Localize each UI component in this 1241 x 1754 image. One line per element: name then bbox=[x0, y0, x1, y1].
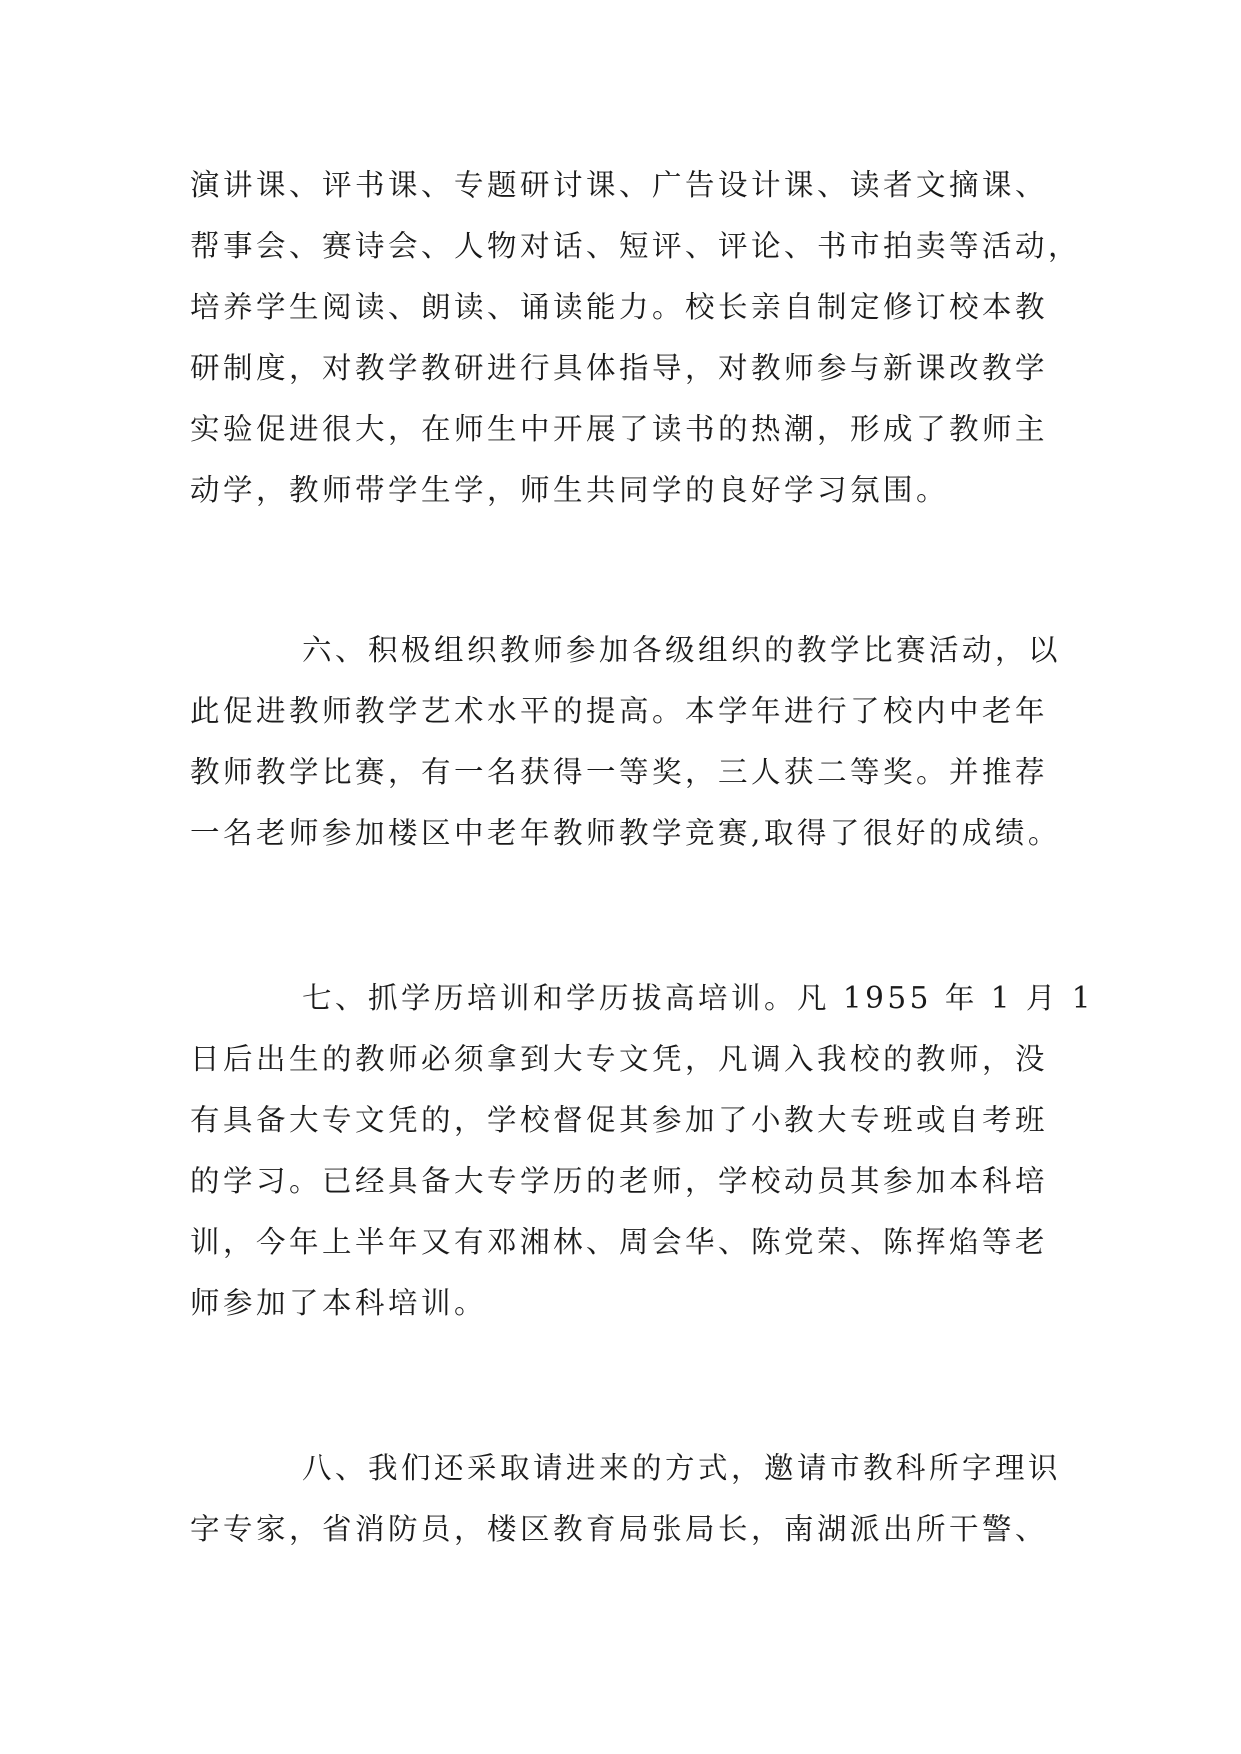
paragraph-continued bbox=[190, 155, 1082, 521]
text-line: 动学，教师带学生学，师生共同学的良好学习氛围。 bbox=[190, 473, 950, 507]
text-line: 研制度，对教学教研进行具体指导，对教师参与新课改教学 bbox=[190, 351, 1049, 385]
text-line: 日后出生的教师必须拿到大专文凭，凡调入我校的教师，没 bbox=[190, 1042, 1049, 1076]
text-line: 此促进教师教学艺术水平的提高。本学年进行了校内中老年 bbox=[190, 694, 1049, 728]
text-line: 七、抓学历培训和学历拔高培训。凡 1955 年 1 月 1 bbox=[302, 981, 1094, 1015]
text-line: 训，今年上半年又有邓湘林、周会华、陈党荣、陈挥焰等老 bbox=[190, 1225, 1049, 1259]
paragraph-section-eight bbox=[190, 1438, 1070, 1560]
text-line: 有具备大专文凭的，学校督促其参加了小教大专班或自考班 bbox=[190, 1103, 1049, 1137]
text-line: 的学习。已经具备大专学历的老师，学校动员其参加本科培 bbox=[190, 1164, 1049, 1198]
text-line: 演讲课、评书课、专题研讨课、广告设计课、读者文摘课、 bbox=[190, 168, 1049, 202]
text-line: 六、积极组织教师参加各级组织的教学比赛活动，以 bbox=[302, 633, 1062, 667]
text-line: 字专家，省消防员，楼区教育局张局长，南湖派出所干警、 bbox=[190, 1512, 1049, 1546]
text-line: 一名老师参加楼区中老年教师教学竞赛,取得了很好的成绩。 bbox=[190, 816, 1061, 850]
paragraph-section-six bbox=[190, 620, 1070, 864]
text-line: 帮事会、赛诗会、人物对话、短评、评论、书市拍卖等活动， bbox=[190, 229, 1082, 263]
text-line: 教师教学比赛，有一名获得一等奖，三人获二等奖。并推荐 bbox=[190, 755, 1049, 789]
text-line: 培养学生阅读、朗读、诵读能力。校长亲自制定修订校本教 bbox=[190, 290, 1049, 324]
text-line: 八、我们还采取请进来的方式，邀请市教科所字理识 bbox=[302, 1451, 1062, 1485]
text-line: 实验促进很大，在师生中开展了读书的热潮，形成了教师主 bbox=[190, 412, 1049, 446]
text-line: 师参加了本科培训。 bbox=[190, 1286, 488, 1320]
paragraph-section-seven bbox=[190, 968, 1094, 1334]
